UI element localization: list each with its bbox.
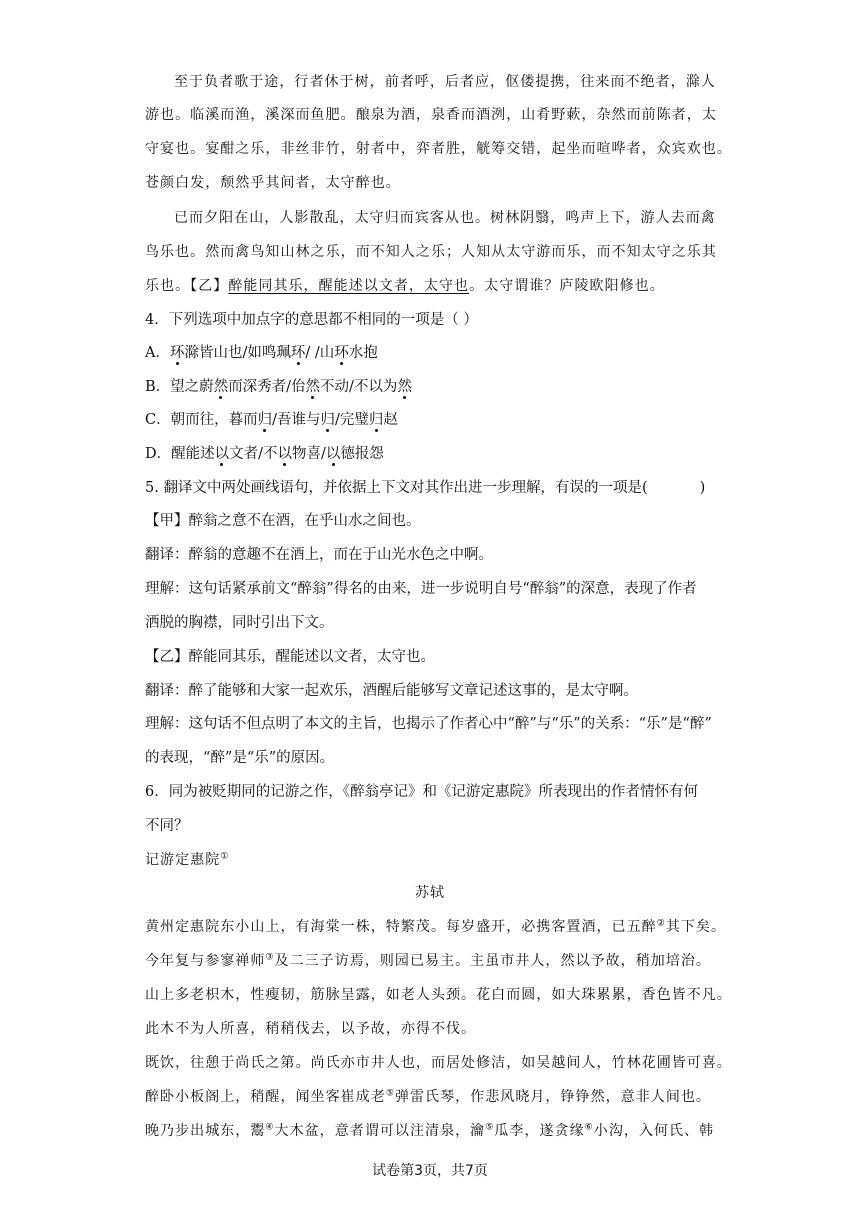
- passage-text: 乐也。【乙】: [145, 278, 229, 294]
- option-a: [145, 343, 378, 363]
- option-b: [145, 377, 412, 397]
- option-text: D．醒能述: [145, 446, 215, 462]
- option-text: 水抱: [348, 345, 378, 361]
- dotted-char: 然: [213, 379, 229, 395]
- understanding-yi: 的表现，“醉”是“乐”的原因。: [145, 750, 335, 766]
- question-5-stem: [145, 478, 705, 498]
- question-6-stem: 不同？: [145, 818, 189, 834]
- question-4-stem: 4．下列选项中加点字的意思都不相同的一项是（ ）: [145, 312, 478, 328]
- translation-jia: 翻译：醉翁的意趣不在酒上，而在于山光水色之中啊。: [145, 547, 493, 563]
- understanding-yi: 理解：这句话不但点明了本文的主旨，也揭示了作者心中“醉”与“乐”的关系：“乐”是“醉”: [145, 716, 712, 732]
- question-text: 5. 翻译文中两处画线语句，并依据上下文对其作出进一步理解，有误的一项是(: [145, 480, 648, 496]
- essay-text: 黄州定惠院东小山上，有海棠一株，特繁茂。每岁盛开，必携客置酒，已五醉: [145, 919, 657, 935]
- passage-text: 。太守谓谁？庐陵欧阳修也。: [469, 278, 665, 294]
- dotted-char: 以: [277, 446, 293, 462]
- essay-line: [145, 917, 726, 937]
- essay-text: 大木盆，意者谓可以注清泉，瀹: [274, 1123, 486, 1139]
- footnote-mark: ⑥: [584, 1122, 594, 1133]
- passage-line: [145, 276, 665, 296]
- underlined-sentence-yi: 醉能同其乐，醒能述以文者，太守也: [228, 278, 470, 294]
- option-d: [145, 444, 384, 464]
- essay-line: 既饮，往憩于尚氏之第。尚氏亦市井人也，而居处修洁，如吴越间人，竹林花圃皆可喜。: [145, 1055, 732, 1071]
- dotted-char: 归: [257, 412, 273, 428]
- passage-line: 至于负者歌于途，行者休于树，前者呼，后者应，伛偻提携，往来而不绝者，滁人: [174, 74, 716, 90]
- option-c: [145, 410, 398, 430]
- question-6-stem: 6．同为被贬期同的记游之作，《醉翁亭记》和《记游定惠院》所表现出的作者情怀有何: [145, 784, 698, 800]
- passage-line: 守宴也。宴酣之乐，非丝非竹，射者中，弈者胜，觥筹交错，起坐而喧哗者，众宾欢也。: [145, 141, 732, 157]
- dotted-char: 环: [290, 345, 306, 361]
- option-text: /吾谁与: [272, 412, 321, 428]
- dotted-char: 归: [320, 412, 335, 428]
- essay-text: 瓜李，遂贪缘: [494, 1123, 585, 1139]
- footnote-mark: ⑤: [485, 1122, 495, 1133]
- essay-text: 今年复与参寥禅师: [145, 953, 266, 969]
- essay-line: [145, 1087, 711, 1107]
- sentence-yi: 【乙】醉能同其乐，醒能述以文者，太守也。: [145, 649, 435, 665]
- option-text: 文者/不: [229, 446, 278, 462]
- dotted-char: 环: [169, 345, 185, 361]
- understanding-jia: 理解：这句话紧承前文“醉翁”得名的由来，进一步说明自号“醉翁”的深意，表现了作者: [145, 581, 697, 597]
- sentence-jia: 【甲】醉翁之意不在酒，在乎山水之间也。: [145, 513, 421, 529]
- footnote-mark: ⑤: [385, 1088, 395, 1099]
- option-text: B．望之蔚: [145, 379, 214, 395]
- dotted-char: 然: [397, 379, 412, 395]
- option-text: / /山: [305, 345, 335, 361]
- essay-line: 此木不为人所喜，稍稍伐去，以予故，亦得不伐。: [145, 1021, 477, 1037]
- footnote-mark: ④: [265, 1122, 275, 1133]
- option-text: 物喜/: [292, 446, 326, 462]
- dotted-char: 然: [305, 379, 321, 395]
- option-text: C．朝而往，暮而: [145, 412, 258, 428]
- understanding-jia: 洒脱的胸襟，同时引出下文。: [145, 615, 334, 631]
- essay-text: 小沟，入何氏、韩: [593, 1123, 715, 1139]
- poem-title: [145, 850, 229, 870]
- option-label: A．: [145, 345, 170, 361]
- option-text: /完璧: [335, 412, 369, 428]
- essay-line: 山上多老枳木，性瘦韧，筋脉呈露，如老人头颈。花白而圆，如大珠累累，香色皆不凡。: [145, 987, 732, 1003]
- option-text: 滁皆山也/如鸣珮: [184, 345, 291, 361]
- dotted-char: 以: [325, 446, 341, 462]
- essay-text: 及二三子访焉，则园已易主。主虽市井人，然以予故，稍加培治。: [274, 953, 711, 969]
- option-text: 而深秀者/佁: [228, 379, 306, 395]
- passage-line: 苍颜白发，颓然乎其间者，太守醉也。: [145, 175, 401, 191]
- author-name: 苏轼: [414, 885, 446, 901]
- dotted-char: 环: [334, 345, 349, 361]
- option-text: 德报怨: [340, 446, 384, 462]
- translation-yi: 翻译：醉了能够和大家一起欢乐，酒醒后能够写文章记述这事的，是太守啊。: [145, 683, 638, 699]
- essay-text: 其下矣。: [665, 919, 727, 935]
- footnote-mark: ②: [656, 918, 666, 929]
- passage-line: 鸟乐也。然而禽鸟知山林之乐，而不知人之乐；人知从太守游而乐，而不知太守之乐其: [145, 244, 717, 260]
- title-text: 记游定惠院: [145, 852, 221, 868]
- dotted-char: 以: [214, 446, 230, 462]
- dotted-char: 归: [368, 412, 384, 428]
- footnote-mark: ①: [220, 851, 230, 862]
- footnote-mark: ③: [265, 952, 275, 963]
- option-text: 不动/不以为: [320, 379, 398, 395]
- essay-text: 晚乃步出城东，鬻: [145, 1123, 266, 1139]
- essay-text: 醉卧小板阁上，稍醒，闻坐客崔成老: [145, 1089, 386, 1105]
- page-footer: 试卷第3页，共7页: [372, 1163, 488, 1179]
- option-text: 赵: [383, 412, 398, 428]
- essay-line: [145, 951, 711, 971]
- essay-text: 弹雷氏琴，作悲风晓月，铮铮然，意非人间也。: [394, 1089, 711, 1105]
- passage-line: 已而夕阳在山，人影散乱，太守归而宾客从也。树林阴翳，鸣声上下，游人去而禽: [174, 210, 716, 226]
- passage-line: 游也。临溪而渔，溪深而鱼肥。酿泉为酒，泉香而酒洌，山肴野蔌，杂然而前陈者，太: [145, 107, 717, 123]
- question-text: ): [699, 480, 706, 496]
- essay-line: [145, 1121, 714, 1141]
